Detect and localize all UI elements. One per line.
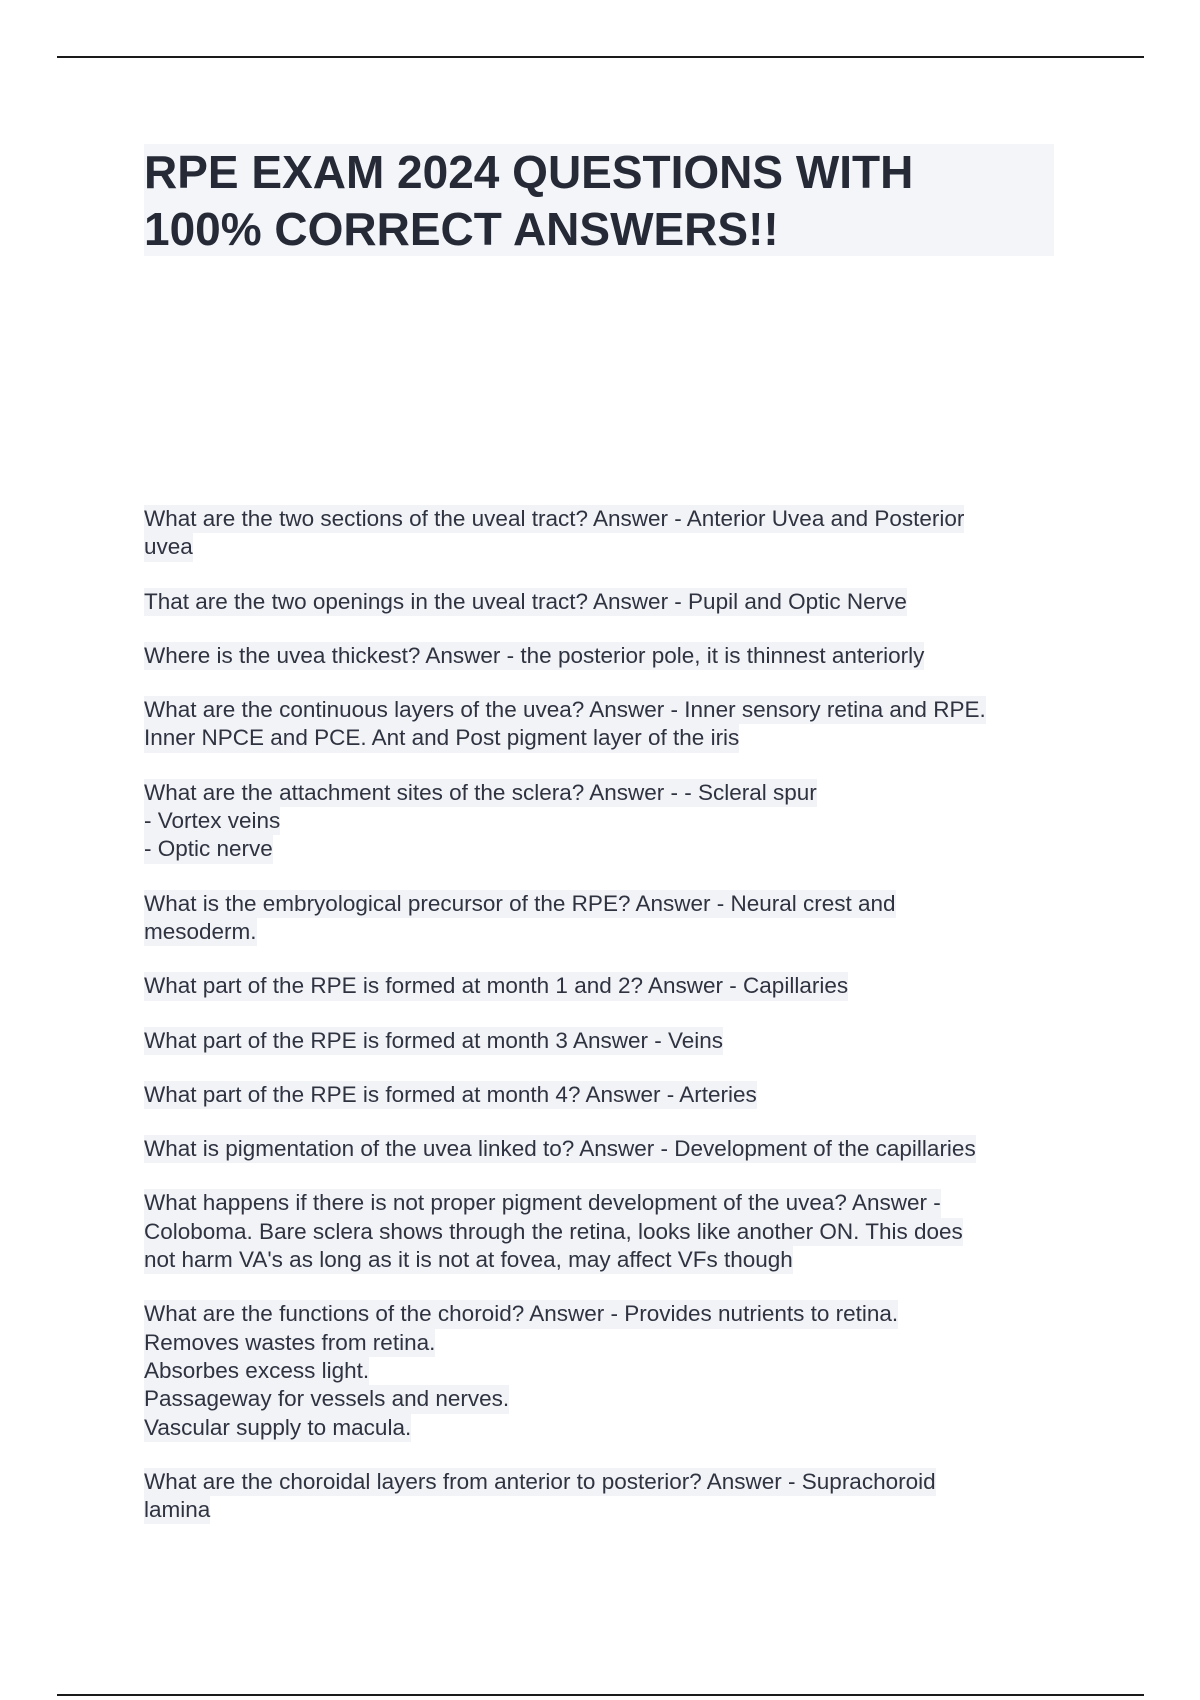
qa-item (144, 505, 1084, 562)
qa-line: Passageway for vessels and nerves. (144, 1385, 509, 1413)
qa-line: What part of the RPE is formed at month 1 and 2? Answer - Capillaries (144, 972, 848, 1000)
qa-line: What are the two sections of the uveal tract? Answer - Anterior Uvea and Posterior (144, 505, 964, 533)
qa-line: That are the two openings in the uveal tract? Answer - Pupil and Optic Nerve (144, 588, 907, 616)
qa-line: What is pigmentation of the uvea linked to? Answer - Development of the capillaries (144, 1135, 976, 1163)
qa-line: What is the embryological precursor of the RPE? Answer - Neural crest and (144, 890, 896, 918)
qa-line: Inner NPCE and PCE. Ant and Post pigment layer of the iris (144, 724, 739, 752)
top-rule (57, 56, 1144, 58)
bottom-rule (57, 1694, 1144, 1696)
title-block (144, 144, 1054, 256)
qa-item (144, 1300, 1084, 1441)
qa-item (144, 779, 1084, 864)
qa-item (144, 588, 1084, 616)
qa-line: Coloboma. Bare sclera shows through the retina, looks like another ON. This does (144, 1218, 963, 1246)
qa-line: What part of the RPE is formed at month 3 Answer - Veins (144, 1027, 723, 1055)
qa-line: What are the choroidal layers from anterior to posterior? Answer - Suprachoroid (144, 1468, 936, 1496)
qa-line: Vascular supply to macula. (144, 1414, 411, 1442)
qa-item (144, 972, 1084, 1000)
qa-line: - Optic nerve (144, 835, 273, 863)
qa-line: What happens if there is not proper pigment development of the uvea? Answer - (144, 1189, 941, 1217)
qa-line: What are the functions of the choroid? Answer - Provides nutrients to retina. (144, 1300, 898, 1328)
qa-list (144, 505, 1084, 1550)
qa-line: Removes wastes from retina. (144, 1329, 435, 1357)
qa-line: - Vortex veins (144, 807, 280, 835)
qa-line: What part of the RPE is formed at month 4? Answer - Arteries (144, 1081, 757, 1109)
qa-line: uvea (144, 533, 193, 561)
qa-item (144, 696, 1084, 753)
qa-item (144, 1189, 1084, 1274)
qa-item (144, 1027, 1084, 1055)
qa-line: not harm VA's as long as it is not at fovea, may affect VFs though (144, 1246, 793, 1274)
qa-line: What are the attachment sites of the sclera? Answer - - Scleral spur (144, 779, 817, 807)
qa-item (144, 1468, 1084, 1525)
qa-line: lamina (144, 1496, 210, 1524)
document-title: RPE EXAM 2024 QUESTIONS WITH 100% CORRECT ANSWERS!! (144, 146, 914, 255)
qa-line: Absorbes excess light. (144, 1357, 369, 1385)
qa-item (144, 1081, 1084, 1109)
qa-line: What are the continuous layers of the uvea? Answer - Inner sensory retina and RPE. (144, 696, 986, 724)
qa-item (144, 642, 1084, 670)
qa-line: mesoderm. (144, 918, 257, 946)
qa-item (144, 890, 1084, 947)
qa-line: Where is the uvea thickest? Answer - the posterior pole, it is thinnest anteriorly (144, 642, 924, 670)
qa-item (144, 1135, 1084, 1163)
